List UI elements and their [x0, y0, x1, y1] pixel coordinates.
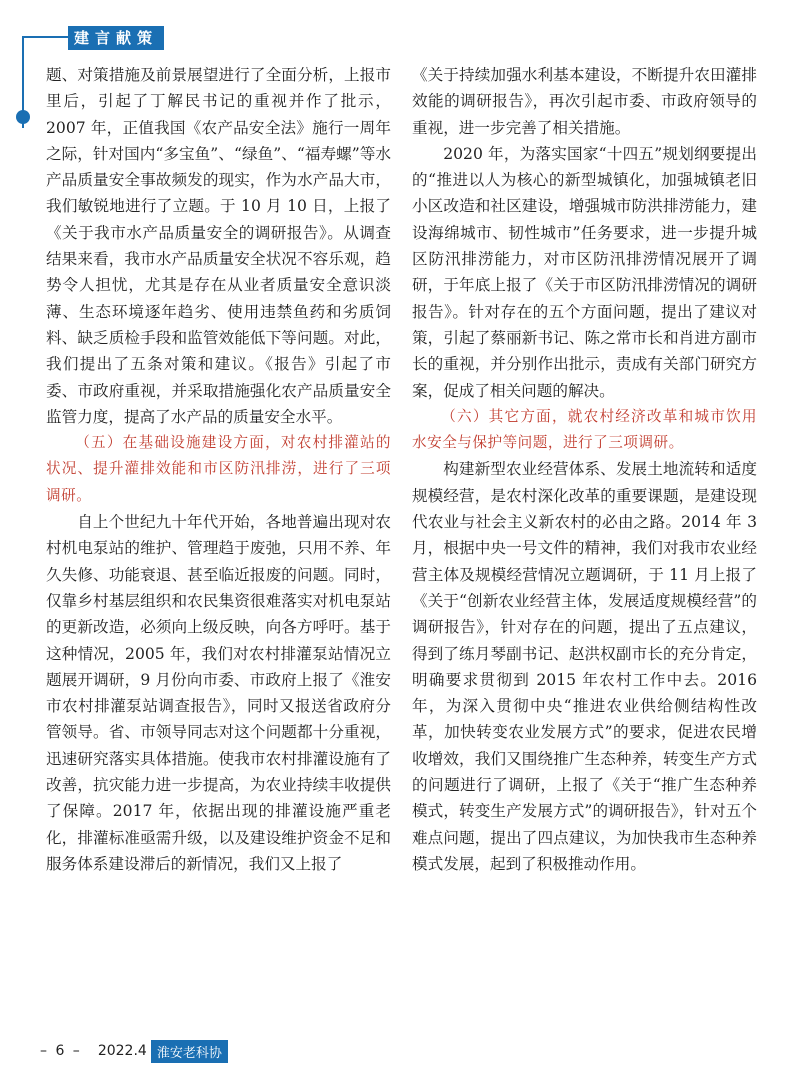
section-heading: （六）其它方面，就农村经济改革和城市饮用水安全与保护等问题，进行了三项调研。 [412, 407, 757, 452]
page-number: – 6 – [40, 1043, 82, 1059]
header-dot-icon [16, 110, 30, 124]
paragraph: 题、对策措施及前景展望进行了全面分析，上报市里后，引起了丁解民书记的重视并作了批示，2007 年，正值我国《农产品安全法》施行一周年之际，针对国内“多宝鱼”、“绿鱼”、“福寿螺”等水产品质量安全事故频发的现实，作为水产品大市，我们敏锐地进行了立题。于 10 月 10 日，上报了《关于我市水产品质量安全的调研报告》。从调查结果来看，我市水产品质量安全状况不容乐观，趋势令人担忧，尤其是存在从业者质量安全意识淡薄、生态环境逐年趋劣、使用违禁鱼药和劣质饲料、缺乏质检手段和监管效能低下等问题。对此，我们提出了五条对策和建议。《报告》引起了市委、市政府重视，并采取措施强化农产品质量安全监管力度，提高了水产品的质量安全水平。 [46, 66, 391, 426]
paragraph: 构建新型农业经营体系、发展土地流转和适度规模经营，是农村深化改革的重要课题，是建设现代农业与社会主义新农村的必由之路。2014 年 3 月，根据中央一号文件的精神，我们对我市农业经营主体及规模经营情况立题调研，于 11 月上报了《关于“创新农业经营主体，发展适度规模经营”的调研报告》，针对存在的问题，提出了五点建议，得到了练月琴副书记、赵洪权副市长的充分肯定，明确要求贯彻到 2015 年农村工作中去。2016 年，为深入贯彻中央“推进农业供给侧结构性改革，加快转变农业发展方式”的要求，促进农民增收增效，我们又围绕推广生态种养，转变生产方式的问题进行了调研，上报了《关于“推广生态种养模式，转变生产发展方式”的调研报告》，针对五个难点问题，提出了四点建议，为加快我市生态种养模式发展，起到了积极推动作用。 [412, 460, 757, 873]
journal-name: 淮安老科协 [151, 1040, 228, 1063]
page-footer [40, 1040, 228, 1062]
section-tab: 建言献策 [68, 26, 164, 50]
paragraph: 自上个世纪九十年代开始，各地普遍出现对农村机电泵站的维护、管理趋于废弛，只用不养、年久失修、功能衰退、甚至临近报废的问题。同时，仅靠乡村基层组织和农民集资很难落实对机电泵站的更新改造，必须向上级反映，向各方呼吁。基于这种情况，2005 年，我们对农村排灌泵站情况立题展开调研，9 月份向市委、市政府上报了《淮安市农村排灌泵站调查报告》，同时又报送省政府分管领导。省、市领导同志对这个问题都十分重视，迅速研究落实具体措施。使我市农村排灌设施有了改善，抗灾能力进一步提高，为农业持续丰收提供了保障。2017 年，依据出现的排灌设施严重老化，排灌标准亟需升级，以及建设维护资金不足和服务体系建设滞后的新情况，我们又上报了 [46, 513, 391, 873]
paragraph: 2020 年，为落实国家“十四五”规划纲要提出的“推进以人为核心的新型城镇化，加强城镇老旧小区改造和社区建设，增强城市防洪排涝能力，建设海绵城市、韧性城市”任务要求，进一步提升城区防汛排涝能力，对市区防汛排涝情况展开了调研，于年底上报了《关于市区防汛排涝情况的调研报告》。针对存在的五个方面问题，提出了建议对策，引起了蔡丽新书记、陈之常市长和肖进方副市长的重视，并分别作出批示，责成有关部门研究方案，促成了相关问题的解决。 [412, 144, 757, 400]
right-column [412, 62, 757, 877]
issue-label: 2022.4 [97, 1043, 147, 1059]
paragraph: 《关于持续加强水利基本建设，不断提升农田灌排效能的调研报告》，再次引起市委、市政府领导的重视，进一步完善了相关措施。 [412, 66, 757, 137]
header-rule-horizontal [22, 36, 70, 38]
left-column [46, 62, 391, 877]
section-heading: （五）在基础设施建设方面，对农村排灌站的状况、提升灌排效能和市区防汛排涝，进行了三项调研。 [46, 434, 391, 504]
